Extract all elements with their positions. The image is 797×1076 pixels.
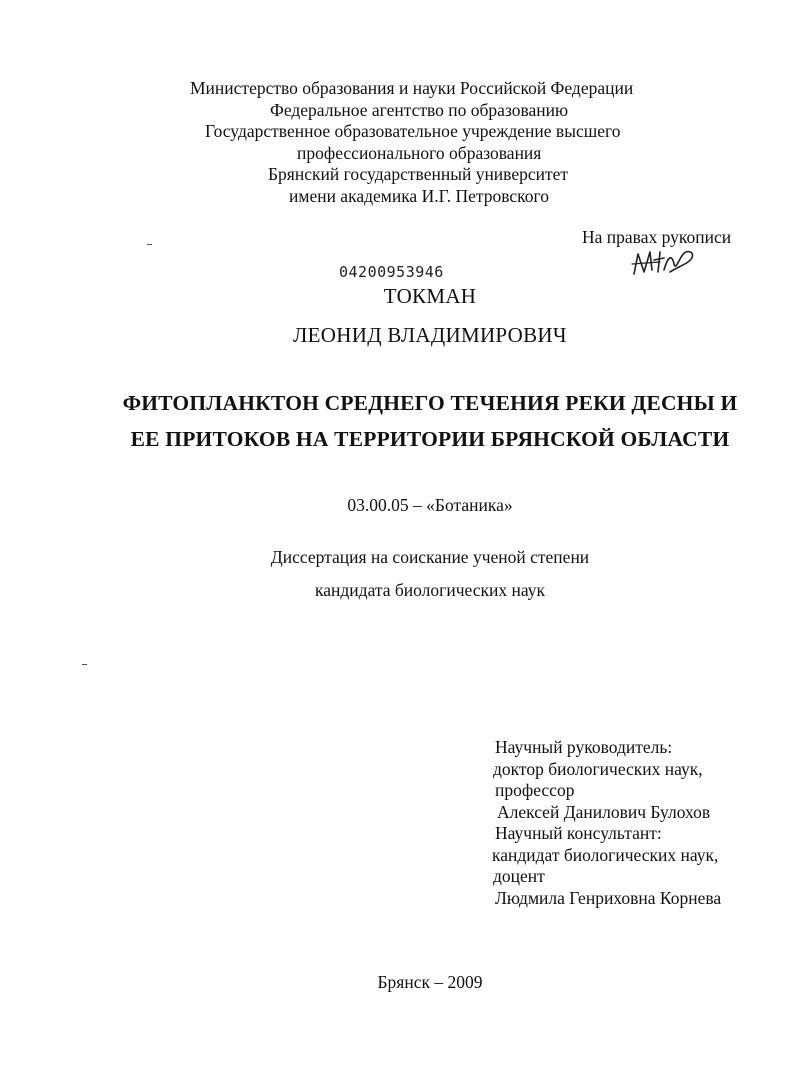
- header-agency: Федеральное агентство по образованию: [270, 100, 569, 120]
- signature-icon: [630, 246, 702, 280]
- author-name: ЛЕОНИД ВЛАДИМИРОВИЧ: [293, 323, 567, 347]
- degree-line-2: кандидата биологических наук: [315, 580, 545, 600]
- header-education-level: профессионального образования: [297, 143, 542, 163]
- scan-speck: [82, 664, 87, 665]
- author-surname: ТОКМАН: [383, 284, 477, 308]
- supervisor-rank: профессор: [495, 780, 575, 800]
- header-ministry: Министерство образования и науки Российской Федерации: [190, 78, 634, 98]
- scan-speck: [147, 244, 152, 245]
- footer-city-year: Брянск – 2009: [377, 972, 483, 992]
- specialty-code: 03.00.05 – «Ботаника»: [347, 495, 513, 515]
- header-university: Брянский государственный университет: [268, 164, 569, 184]
- supervisor-heading: Научный руководитель:: [495, 737, 673, 757]
- dissertation-title-line-1: ФИТОПЛАНКТОН СРЕДНЕГО ТЕЧЕНИЯ РЕКИ ДЕСНЫ И: [122, 391, 738, 415]
- header-institution-type: Государственное образовательное учреждение высшего: [205, 121, 621, 141]
- consultant-heading: Научный консультант:: [495, 823, 662, 843]
- consultant-rank: доцент: [493, 866, 545, 886]
- consultant-degree: кандидат биологических наук,: [492, 845, 719, 865]
- supervisor-name: Алексей Данилович Булохов: [497, 802, 711, 822]
- header-university-name: имени академика И.Г. Петровского: [289, 186, 550, 206]
- dissertation-title-line-2: ЕЕ ПРИТОКОВ НА ТЕРРИТОРИИ БРЯНСКОЙ ОБЛАСТИ: [130, 427, 730, 451]
- consultant-name: Людмила Генриховна Корнева: [495, 888, 722, 908]
- registration-code: 04200953946: [339, 263, 444, 281]
- degree-line-1: Диссертация на соискание ученой степени: [270, 547, 590, 567]
- supervisor-degree: доктор биологических наук,: [493, 759, 703, 779]
- manuscript-note: На правах рукописи: [582, 227, 732, 247]
